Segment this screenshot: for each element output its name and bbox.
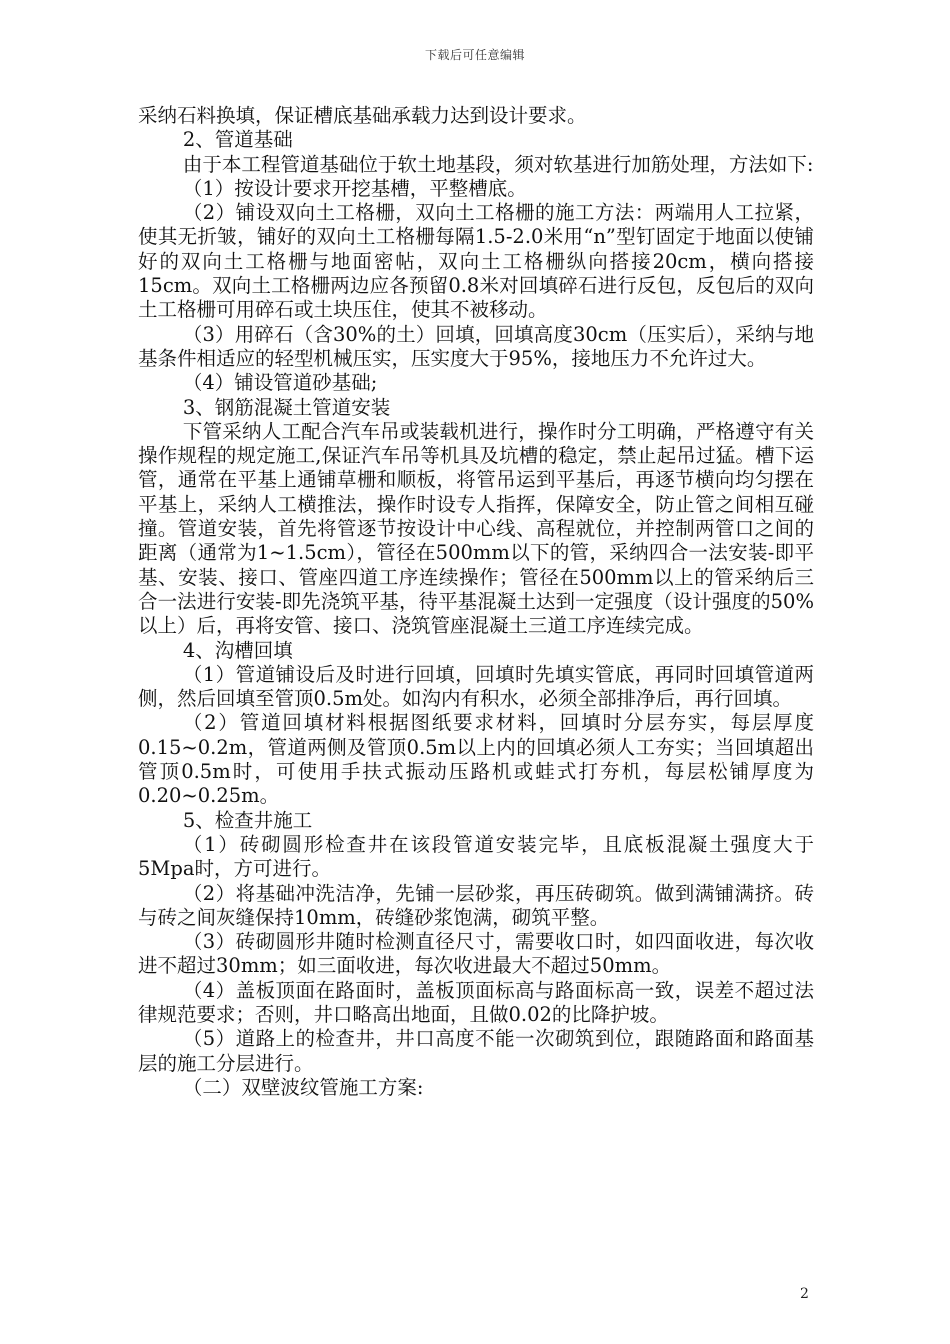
section-heading: 4、沟槽回填	[182, 638, 293, 662]
list-item: （4）盖板顶面在路面时，盖板顶面标高与路面标高一致，误差不超过法律规范要求；否则，井口略高出地面，且做0.02的比降护坡。	[138, 978, 814, 1026]
section-heading: 2、管道基础	[182, 128, 293, 152]
paragraph: 采纳石料换填，保证槽底基础承载力达到设计要求。	[138, 104, 587, 127]
section-heading: （二）双壁波纹管施工方案:	[182, 1075, 424, 1099]
list-item: （2）铺设双向土工格栅，双向土工格栅的施工方法：两端用人工拉紧，使其无折皱，铺好的双向土工格栅每隔1.5-2.0米用“n”型钉固定于地面以使铺好的双向土工格栅与地面密帖，双向土工格栅纵向搭接20cm，横向搭接15cm。双向土工格栅两边应各预留0.8米对回填碎石进行反包，反包后的双向土工格栅可用碎石或土块压住，使其不被移动。	[138, 201, 814, 322]
list-item: （1）砖砌圆形检查井在该段管道安装完毕，且底板混凝土强度大于5Mpa时，方可进行。	[138, 832, 814, 881]
list-item: （1）按设计要求开挖基槽，平整槽底。	[182, 176, 527, 200]
section-heading: 5、检查井施工	[182, 808, 313, 832]
list-item: （2）将基础冲洗洁净，先铺一层砂浆，再压砖砌筑。做到满铺满挤。砖与砖之间灰缝保持10mm，砖缝砂浆饱满，砌筑平整。	[138, 881, 814, 929]
paragraph: 下管采纳人工配合汽车吊或装载机进行，操作时分工明确，严格遵守有关操作规程的规定施工,保证汽车吊等机具及坑槽的稳定，禁止起吊过猛。槽下运管，通常在平基上通铺草栅和顺板，将管吊运到平基后，再逐节横向均匀摆在平基上，采纳人工横推法，操作时设专人指挥，保障安全，防止管之间相互碰撞。管道安装，首先将管逐节按设计中心线、高程就位，并控制两管口之间的距离（通常为1~1.5cm），管径在500mm以下的管，采纳四合一法安装-即平基、安装、接口、管座四道工序连续操作；管径在500mm以上的管采纳后三合一法进行安装-即先浇筑平基，待平基混凝土达到一定强度（设计强度的50%以上）后，再将安管、接口、浇筑管座混凝土三道工序连续完成。	[138, 419, 814, 638]
list-item: （3）砖砌圆形井随时检测直径尺寸，需要收口时，如四面收进，每次收进不超过30mm；如三面收进，每次收进最大不超过50mm。	[138, 930, 814, 978]
document-body	[138, 104, 814, 1100]
list-item: （4）铺设管道砂基础;	[182, 371, 378, 395]
list-item: （5）道路上的检查井，井口高度不能一次砌筑到位，跟随路面和路面基层的施工分层进行。	[138, 1027, 814, 1075]
page-number: 2	[800, 1286, 809, 1302]
list-item: （3）用碎石（含30%的土）回填，回填高度30cm（压实后），采纳与地基条件相适应的轻型机械压实，压实度大于95%，接地压力不允许过大。	[138, 322, 814, 370]
section-heading: 3、钢筋混凝土管道安装	[182, 395, 391, 419]
paragraph: 由于本工程管道基础位于软土地基段，须对软基进行加筋处理，方法如下:	[182, 152, 814, 176]
list-item: （1）管道铺设后及时进行回填，回填时先填实管底，再同时回填管道两侧，然后回填至管顶0.5m处。如沟内有积水，必须全部排净后，再行回填。	[138, 662, 814, 711]
header-note: 下载后可任意编辑	[424, 48, 525, 62]
list-item: （2）管道回填材料根据图纸要求材料，回填时分层夯实，每层厚度0.15~0.2m，管道两侧及管顶0.5m以上内的回填必须人工夯实；当回填超出管顶0.5m时，可使用手扶式振动压路机或蛙式打夯机，每层松铺厚度为0.20~0.25m。	[138, 711, 814, 808]
